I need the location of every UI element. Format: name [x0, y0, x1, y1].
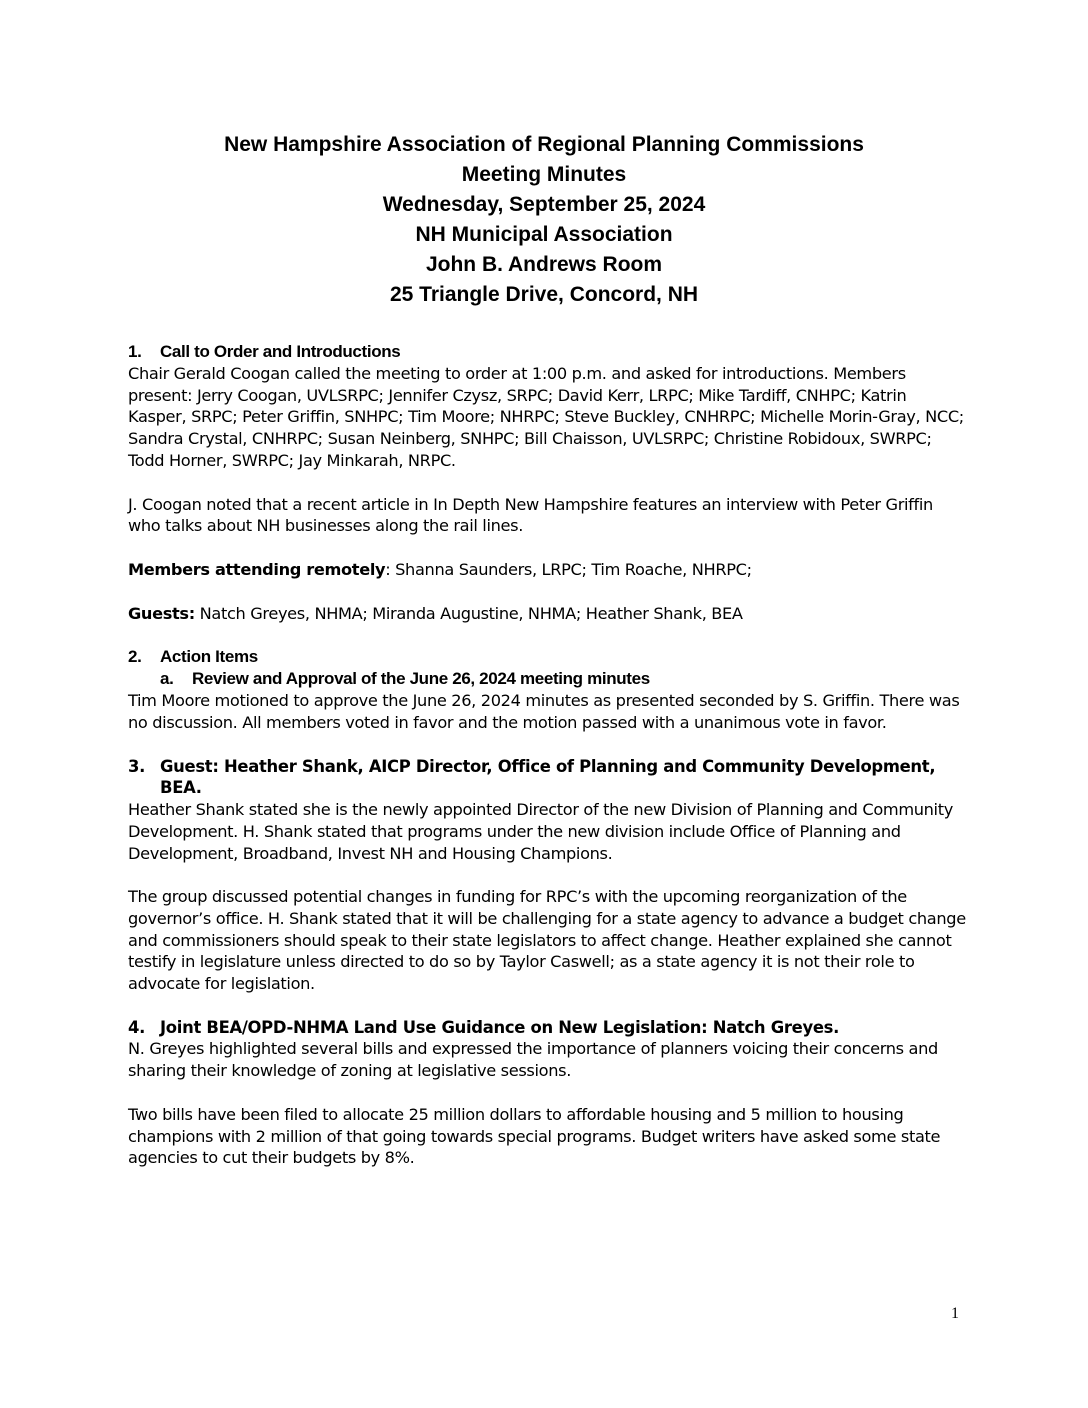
- minutes-body: [128, 341, 968, 1169]
- section-title: Action Items: [160, 647, 258, 667]
- document-header: [0, 130, 1088, 310]
- section-number: 3.: [128, 756, 146, 776]
- section-number: 1.: [128, 342, 142, 361]
- approval-paragraph: Tim Moore motioned to approve the June 26, 2024 minutes as presented seconded by S. Griffin. There was no discussion. All members voted in favor and the motion passed with a unanimous vote in favor.: [128, 691, 960, 733]
- meeting-address: 25 Triangle Drive, Concord, NH: [389, 283, 699, 306]
- guest-intro-paragraph: Heather Shank stated she is the newly appointed Director of the new Division of Planning and Community Development. H. Shank stated that programs under the new division include Office of Planning and Development, Broadband, Invest NH and Housing Champions.: [128, 800, 953, 863]
- guests-label: Guests:: [128, 603, 195, 623]
- section-2a-heading: [128, 668, 968, 690]
- bills-paragraph: Two bills have been filed to allocate 25 million dollars to affordable housing and 5 million to housing champions with 2 million of that going towards special programs. Budget writers have asked some state agencies to cut their budgets by 8%.: [128, 1104, 941, 1168]
- page-number: 1: [951, 1305, 959, 1322]
- meeting-venue: NH Municipal Association: [415, 223, 673, 246]
- call-to-order-paragraph: Chair Gerald Coogan called the meeting to order at 1:00 p.m. and asked for introductions. Members present: Jerry Coogan, UVLSRPC; Jennifer Czysz, SRPC; David Kerr, LRPC; Mike Tardiff, CNHPC; Katrin Kasper, SRPC; Peter Griffin, SNHPC; Tim Moore; NHRPC; Steve Buckley, CNHRPC; Michelle Morin-Gray, NCC; Sandra Crystal, CNHRPC; Susan Neinberg, SNHPC; Bill Chaisson, UVLSRPC; Christine Robidoux, SWRPC; Todd Horner, SWRPC; Jay Minkarah, NRPC.: [128, 364, 964, 470]
- section-title: Joint BEA/OPD-NHMA Land Use Guidance on New Legislation: Natch Greyes.: [160, 1017, 840, 1037]
- legislation-paragraph: N. Greyes highlighted several bills and expressed the importance of planners voicing their concerns and sharing their knowledge of zoning at legislative sessions.: [128, 1039, 938, 1081]
- remote-members-list: : Shanna Saunders, LRPC; Tim Roache, NHRPC;: [385, 559, 752, 579]
- subsection-title: Review and Approval of the June 26, 2024 meeting minutes: [192, 669, 650, 689]
- guests-paragraph: [128, 603, 968, 625]
- remote-members-label: Members attending remotely: [128, 559, 386, 579]
- section-number: 4.: [128, 1017, 146, 1037]
- section-3-heading: [128, 756, 968, 799]
- meeting-date: Wednesday, September 25, 2024: [382, 193, 706, 216]
- document-type: Meeting Minutes: [461, 163, 627, 186]
- section-4-heading: [128, 1017, 968, 1039]
- section-2-heading: [128, 646, 968, 668]
- meeting-room: John B. Andrews Room: [425, 253, 663, 276]
- article-note-paragraph: J. Coogan noted that a recent article in In Depth New Hampshire features an interview with Peter Griffin who talks about NH businesses along the rail lines.: [128, 494, 933, 536]
- subsection-letter: a.: [160, 669, 174, 689]
- guests-list: Natch Greyes, NHMA; Miranda Augustine, NHMA; Heather Shank, BEA: [194, 603, 743, 623]
- section-1-heading: [128, 341, 968, 363]
- section-title: Guest: Heather Shank, AICP Director, Office of Planning and Community Development, BEA.: [160, 756, 936, 798]
- remote-members-paragraph: [128, 559, 968, 581]
- funding-discussion-paragraph: The group discussed potential changes in funding for RPC’s with the upcoming reorganization of the governor’s office. H. Shank stated that it will be challenging for a state agency to advance a budget change and commissioners should speak to their state legislators to affect change. Heather explained she cannot testify in legislature unless directed to do so by Taylor Caswell; as a state agency it is not their role to advocate for legislation.: [128, 887, 966, 994]
- section-number: 2.: [128, 647, 142, 667]
- organization-title: New Hampshire Association of Regional Planning Commissions: [224, 133, 864, 156]
- section-title: Call to Order and Introductions: [160, 342, 401, 361]
